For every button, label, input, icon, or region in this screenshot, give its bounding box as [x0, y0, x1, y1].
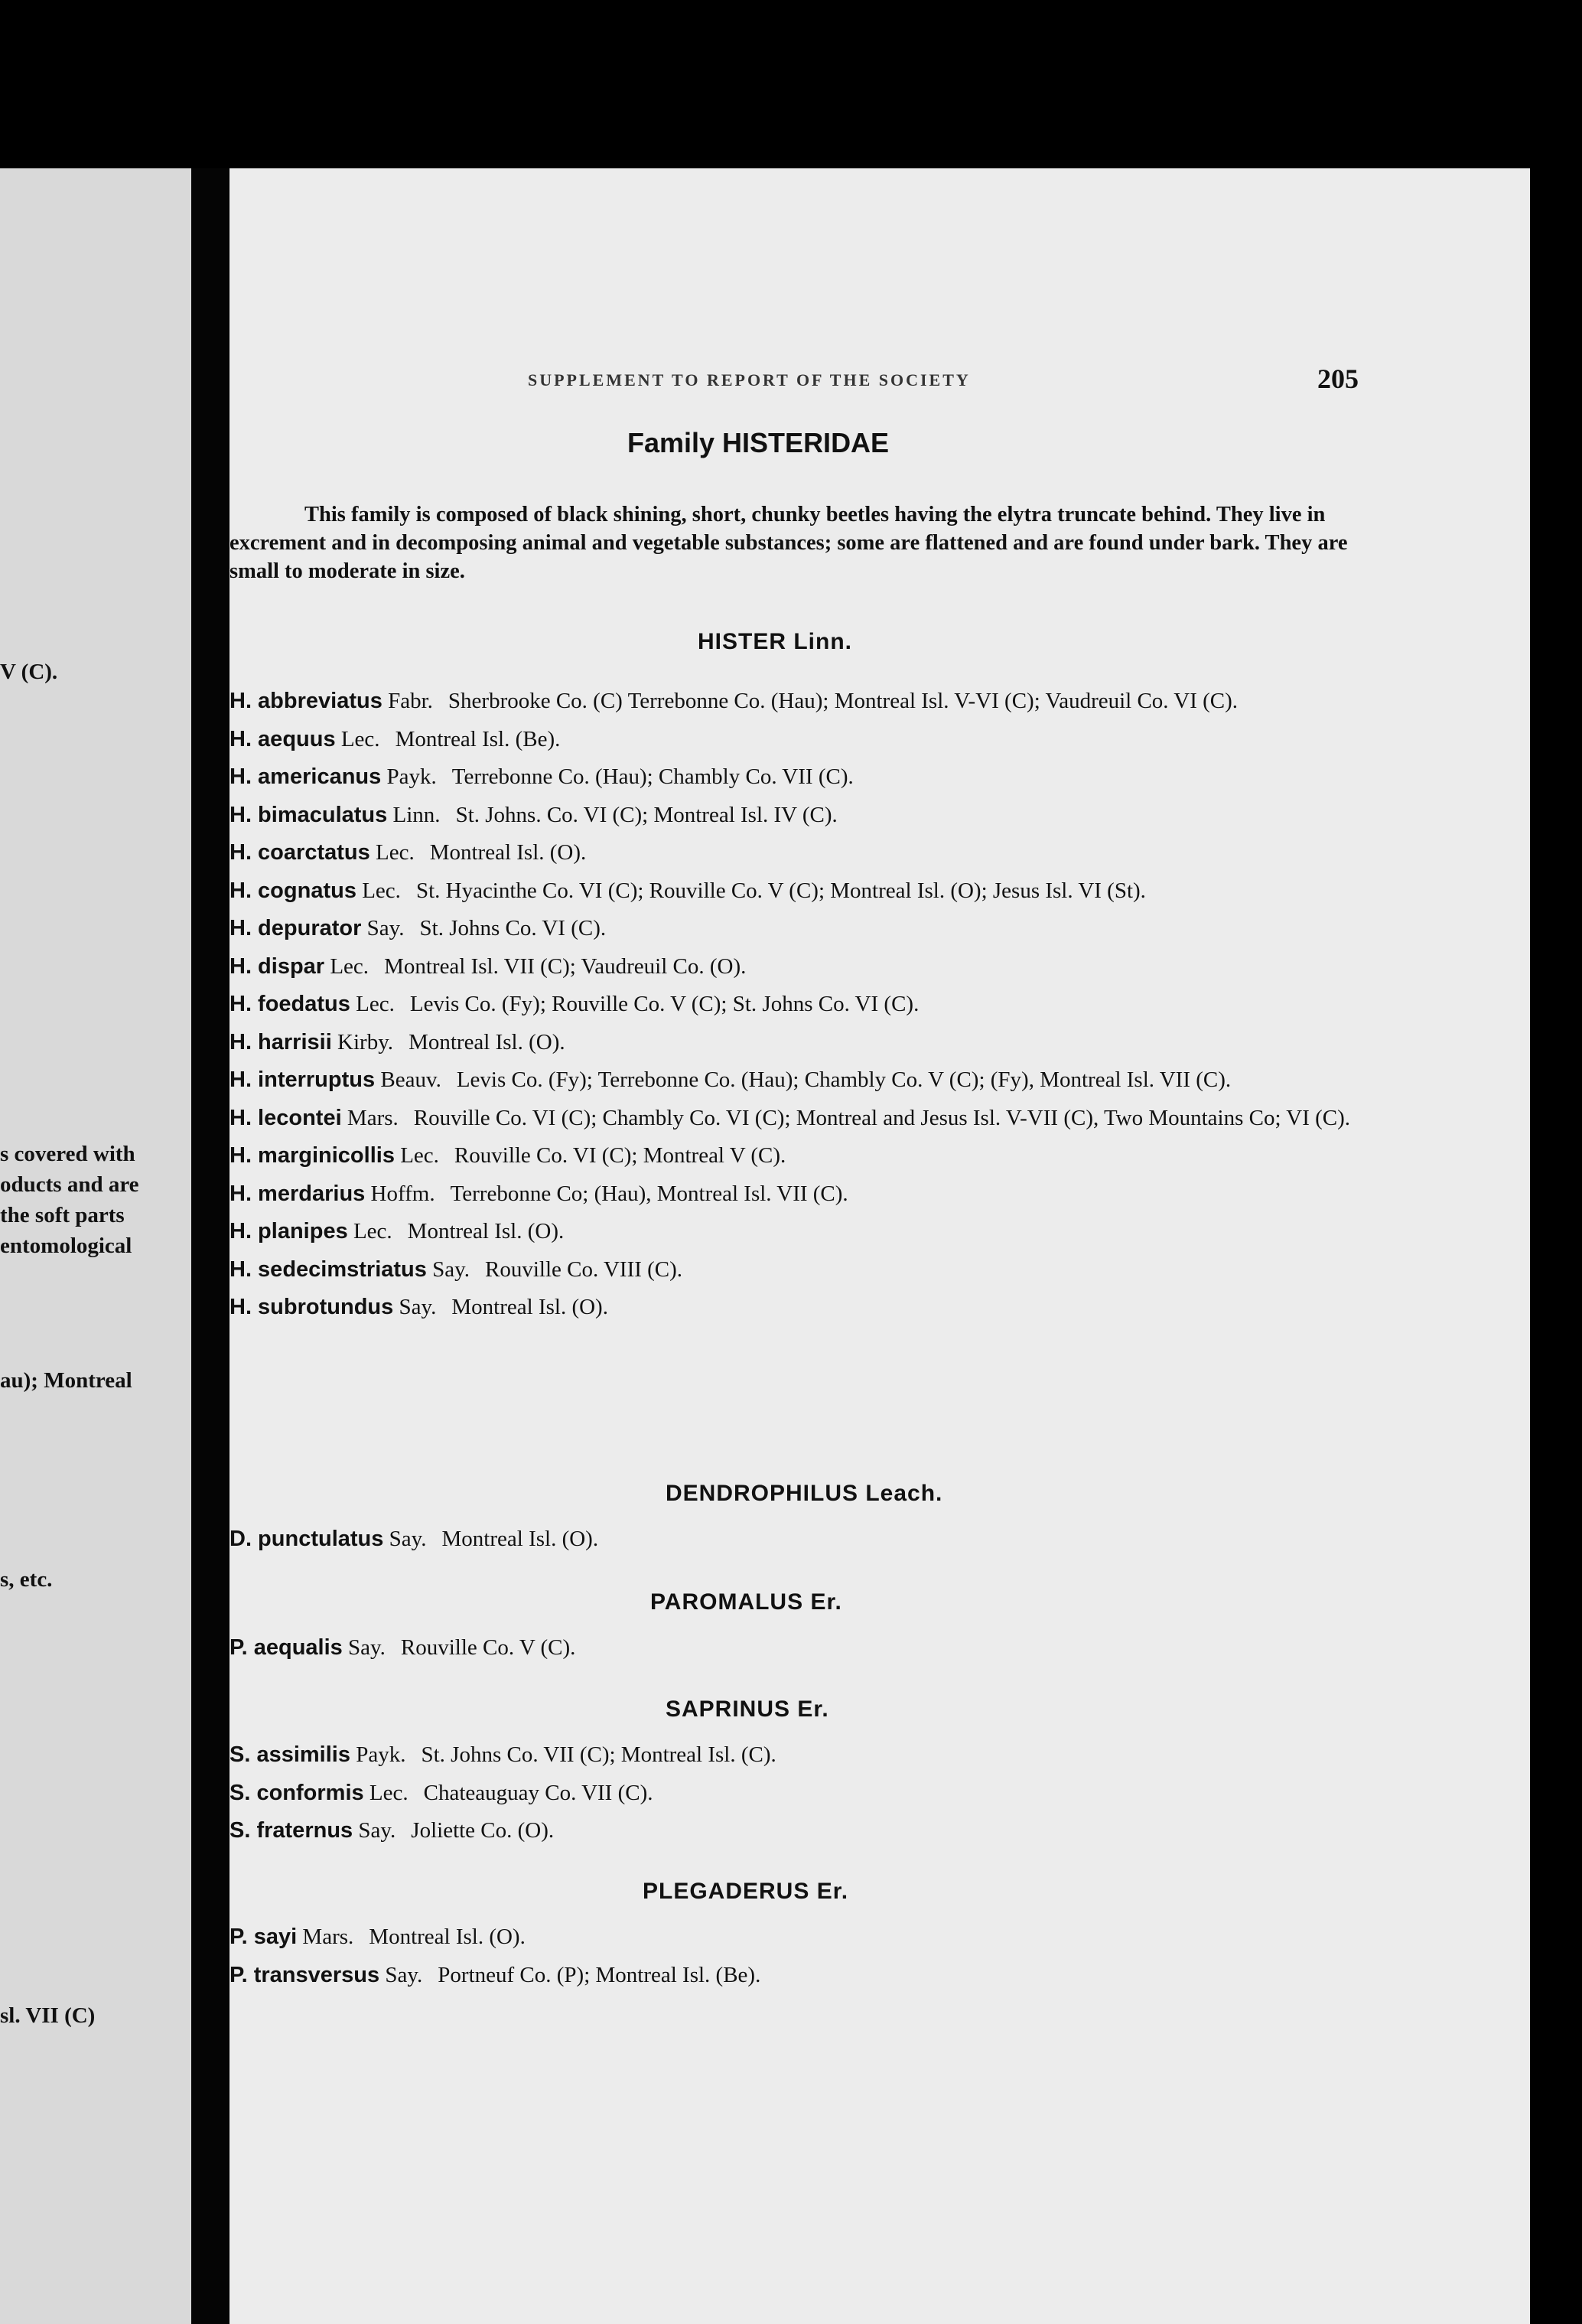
- species-name: H. americanus: [229, 764, 382, 789]
- species-localities: Rouville Co. V (C).: [400, 1635, 576, 1660]
- species-entry: [229, 1923, 1377, 1951]
- species-author: Fabr.: [388, 689, 433, 713]
- species-author: Say.: [389, 1527, 427, 1551]
- species-name: H. lecontei: [229, 1105, 342, 1130]
- species-name: P. aequalis: [229, 1635, 343, 1660]
- species-localities: Levis Co. (Fy); Terrebonne Co. (Hau); Chambly Co. V (C); (Fy), Montreal Isl. VII (C).: [456, 1067, 1232, 1092]
- species-author: Payk.: [356, 1742, 406, 1767]
- species-name: H. abbreviatus: [229, 689, 382, 713]
- species-localities: Rouville Co. VIII (C).: [485, 1257, 683, 1282]
- species-entry: [229, 1028, 1377, 1057]
- species-name: D. punctulatus: [229, 1527, 384, 1551]
- species-localities: Montreal Isl. (O).: [407, 1219, 565, 1243]
- species-author: Lec.: [369, 1780, 409, 1805]
- species-localities: St. Johns Co. VI (C).: [419, 916, 607, 940]
- species-entry: [229, 1525, 1377, 1553]
- species-author: Say.: [366, 916, 405, 940]
- facing-page-line: V (C).: [0, 660, 58, 684]
- species-author: Say.: [432, 1257, 470, 1282]
- running-title: SUPPLEMENT TO REPORT OF THE SOCIETY: [528, 370, 971, 390]
- species-name: H. marginicollis: [229, 1143, 395, 1168]
- species-list: [229, 687, 1377, 1331]
- species-author: Lec.: [400, 1143, 439, 1168]
- genus-heading: DENDROPHILUS Leach.: [666, 1481, 943, 1506]
- species-entry: [229, 1741, 1377, 1769]
- species-name: H. cognatus: [229, 878, 356, 903]
- species-list: [229, 1634, 1377, 1672]
- species-name: S. assimilis: [229, 1742, 350, 1767]
- species-name: H. coarctatus: [229, 840, 370, 865]
- species-localities: St. Johns. Co. VI (C); Montreal Isl. IV (C).: [455, 802, 838, 827]
- species-name: H. depurator: [229, 916, 362, 940]
- facing-page-fragment: [0, 168, 191, 2324]
- species-name: S. fraternus: [229, 1818, 353, 1843]
- species-localities: Sherbrooke Co. (C) Terrebonne Co. (Hau); Montreal Isl. V-VI (C); Vaudreuil Co. VI (C).: [448, 689, 1239, 713]
- species-entry: [229, 1180, 1377, 1208]
- species-localities: St. Johns Co. VII (C); Montreal Isl. (C).: [421, 1742, 776, 1767]
- facing-page-line: entomological: [0, 1234, 132, 1258]
- species-entry: [229, 1817, 1377, 1845]
- species-entry: [229, 1634, 1377, 1662]
- species-localities: Levis Co. (Fy); Rouville Co. V (C); St. Johns Co. VI (C).: [409, 992, 920, 1016]
- species-entry: [229, 877, 1377, 905]
- species-name: H. foedatus: [229, 992, 350, 1016]
- species-name: S. conformis: [229, 1780, 364, 1805]
- species-author: Lec.: [330, 953, 369, 979]
- genus-heading: SAPRINUS Er.: [666, 1697, 829, 1722]
- species-author: Beauv.: [380, 1067, 441, 1092]
- species-localities: St. Hyacinthe Co. VI (C); Rouville Co. V (C); Montreal Isl. (O); Jesus Isl. VI (St).: [415, 878, 1146, 903]
- page-number: 205: [1317, 363, 1359, 394]
- species-list: [229, 1741, 1377, 1855]
- facing-page-line: s, etc.: [0, 1567, 53, 1592]
- species-name: P. transversus: [229, 1962, 380, 1987]
- species-name: H. sedecimstriatus: [229, 1257, 427, 1282]
- book-gutter: [191, 168, 233, 2324]
- species-entry: [229, 990, 1377, 1019]
- species-entry: [229, 1217, 1377, 1246]
- species-author: Say.: [348, 1635, 386, 1660]
- species-author: Mars.: [347, 1105, 399, 1130]
- species-localities: Joliette Co. (O).: [411, 1818, 555, 1843]
- species-name: P. sayi: [229, 1925, 298, 1949]
- species-localities: Montreal Isl. VII (C); Vaudreuil Co. (O).: [384, 953, 747, 979]
- species-localities: Rouville Co. VI (C); Chambly Co. VI (C); Montreal and Jesus Isl. V-VII (C), Two Mountains Co; VI (C).: [413, 1105, 1351, 1130]
- species-entry: [229, 1256, 1377, 1284]
- species-author: Lec.: [353, 1219, 392, 1243]
- species-list: [229, 1923, 1377, 1999]
- species-entry: [229, 687, 1377, 715]
- species-author: Payk.: [386, 764, 437, 789]
- species-localities: Chateauguay Co. VII (C).: [423, 1780, 653, 1805]
- facing-page-line: the soft parts: [0, 1203, 125, 1227]
- species-entry: [229, 1961, 1377, 1990]
- species-name: H. subrotundus: [229, 1295, 394, 1319]
- species-entry: [229, 1293, 1377, 1322]
- species-localities: Montreal Isl. (O).: [429, 840, 587, 865]
- species-localities: Montreal Isl. (O).: [409, 1029, 565, 1054]
- genus-heading: PAROMALUS Er.: [650, 1589, 842, 1615]
- species-entry: [229, 801, 1377, 830]
- species-author: Kirby.: [337, 1029, 394, 1054]
- species-localities: Terrebonne Co. (Hau); Chambly Co. VII (C).: [451, 764, 854, 789]
- facing-page-line: au); Montreal: [0, 1368, 132, 1393]
- scan-edge: [1530, 0, 1582, 2324]
- species-author: Lec.: [340, 726, 380, 751]
- species-author: Lec.: [375, 840, 415, 865]
- species-name: H. interruptus: [229, 1067, 376, 1092]
- species-entry: [229, 763, 1377, 791]
- facing-page-line: s covered with: [0, 1142, 135, 1166]
- species-localities: Montreal Isl. (O).: [441, 1527, 599, 1551]
- species-localities: Montreal Isl. (Be).: [395, 726, 561, 751]
- species-author: Linn.: [392, 802, 441, 827]
- species-entry: [229, 1779, 1377, 1807]
- species-name: H. harrisii: [229, 1029, 332, 1054]
- species-author: Say.: [385, 1962, 423, 1987]
- species-entry: [229, 914, 1377, 943]
- species-entry: [229, 1104, 1377, 1133]
- genus-heading: PLEGADERUS Er.: [643, 1879, 849, 1904]
- species-localities: Terrebonne Co; (Hau), Montreal Isl. VII (C).: [450, 1181, 848, 1206]
- species-author: Say.: [358, 1818, 396, 1843]
- species-localities: Montreal Isl. (O).: [451, 1295, 608, 1319]
- family-title: Family HISTERIDAE: [627, 427, 890, 458]
- species-author: Lec.: [356, 992, 395, 1016]
- species-localities: Montreal Isl. (O).: [369, 1925, 526, 1949]
- species-author: Hoffm.: [370, 1181, 435, 1206]
- species-entry: [229, 1066, 1377, 1094]
- species-name: H. planipes: [229, 1219, 348, 1243]
- species-author: Say.: [399, 1295, 437, 1319]
- species-entry: [229, 839, 1377, 867]
- species-author: Mars.: [302, 1925, 354, 1949]
- species-entry: [229, 1142, 1377, 1170]
- species-list: [229, 1525, 1377, 1563]
- species-name: H. merdarius: [229, 1181, 366, 1206]
- facing-page-line: sl. VII (C): [0, 2003, 96, 2028]
- species-entry: [229, 953, 1377, 981]
- species-entry: [229, 725, 1377, 754]
- species-name: H. dispar: [229, 953, 325, 979]
- family-description: This family is composed of black shining, short, chunky beetles having the elytra truncate behind. They live in excrement and in decomposing animal and vegetable substances; some are flattened and are found under bark. They are small to moderate in size.: [229, 503, 1348, 583]
- species-localities: Rouville Co. VI (C); Montreal V (C).: [454, 1143, 786, 1168]
- species-localities: Portneuf Co. (P); Montreal Isl. (Be).: [438, 1962, 761, 1987]
- species-name: H. aequus: [229, 726, 336, 751]
- genus-heading: HISTER Linn.: [698, 629, 852, 654]
- facing-page-line: oducts and are: [0, 1172, 139, 1197]
- species-author: Lec.: [362, 878, 401, 903]
- species-name: H. bimaculatus: [229, 802, 388, 827]
